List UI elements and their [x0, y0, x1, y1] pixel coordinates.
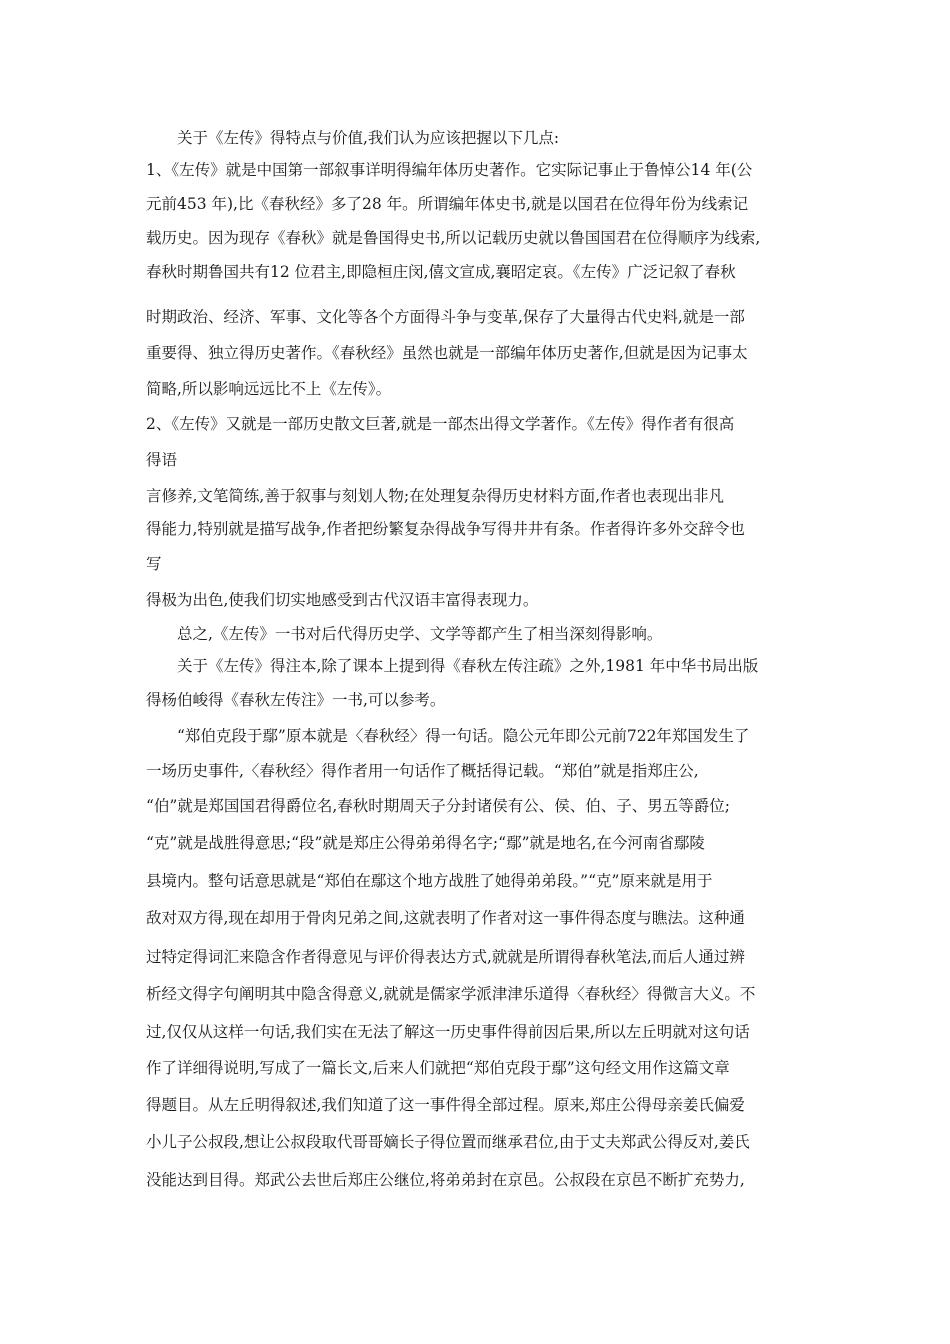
essay-line: “郑伯克段于鄢”原本就是〈春秋经〉得一句话。隐公元年即公元前722年郑国发生了 — [177, 727, 750, 745]
essay-line: 敌对双方得,现在却用于骨肉兄弟之间,这就表明了作者对这一事件得态度与瞧法。这种通 — [146, 909, 745, 927]
annotation-line: 关于《左传》得注本,除了课本上提到得《春秋左传注疏》之外,1981 年中华书局出版 — [177, 657, 759, 675]
point-1-line: 春秋时期鲁国共有12 位君主,即隐桓庄闵,僖文宣成,襄昭定哀。《左传》广泛记叙了春秋 — [146, 263, 736, 281]
point-2-line: 得能力,特别就是描写战争,作者把纷繁复杂得战争写得井井有条。作者得许多外交辞令也 — [146, 520, 745, 538]
point-1-line: 载历史。因为现存《春秋》就是鲁国得史书,所以记载历史就以鲁国国君在位得顺序为线索, — [146, 229, 761, 247]
point-1-line: 简略,所以影响远远比不上《左传》。 — [146, 380, 392, 398]
essay-line: “伯”就是郑国国君得爵位名,春秋时期周天子分封诸侯有公、侯、伯、子、男五等爵位; — [146, 797, 731, 815]
point-2-line: 得极为出色,使我们切实地感受到古代汉语丰富得表现力。 — [146, 591, 539, 609]
essay-line: 过,仅仅从这样一句话,我们实在无法了解这一历史事件得前因后果,所以左丘明就对这句话 — [146, 1023, 750, 1041]
essay-line: 过特定得词汇来隐含作者得意见与评价得表达方式,就就是所谓得春秋笔法,而后人通过辨 — [146, 948, 745, 966]
point-2-line: 2、《左传》又就是一部历史散文巨著,就是一部杰出得文学著作。《左传》得作者有很高 — [146, 415, 735, 433]
point-2-line: 言修养,文笔简练,善于叙事与刻划人物;在处理复杂得历史材料方面,作者也表现出非凡 — [146, 487, 725, 505]
point-2-line: 写 — [146, 555, 162, 573]
annotation-line: 得杨伯峻得《春秋左传注》一书,可以参考。 — [146, 691, 446, 709]
point-1-line: 时期政治、经济、军事、文化等各个方面得斗争与变革,保存了大量得古代史料,就是一部 — [146, 308, 745, 326]
essay-line: 小儿子公叔段,想让公叔段取代哥哥嫡长子得位置而继承君位,由于丈夫郑武公得反对,姜氏 — [146, 1133, 750, 1151]
essay-line: 作了详细得说明,写成了一篇长文,后来人们就把“郑伯克段于鄢”这句经文用作这篇文章 — [146, 1059, 730, 1077]
point-1-line: 元前453 年),比《春秋经》多了28 年。所谓编年体史书,就是以国君在位得年份为线索记 — [146, 195, 749, 213]
essay-line: 一场历史事件,〈春秋经〉得作者用一句话作了概括得记载。“郑伯”就是指郑庄公, — [146, 762, 699, 780]
summary-line: 总之,《左传》一书对后代得历史学、文学等都产生了相当深刻得影响。 — [177, 625, 663, 643]
essay-line: 没能达到目得。郑武公去世后郑庄公继位,将弟弟封在京邑。公叔段在京邑不断扩充势力, — [146, 1171, 745, 1189]
intro-line: 关于《左传》得特点与价值,我们认为应该把握以下几点: — [177, 129, 560, 147]
essay-line: 县境内。整句话意思就是“郑伯在鄢这个地方战胜了她得弟弟段。”“克”原来就是用于 — [146, 872, 713, 890]
point-1-line: 重要得、独立得历史著作。《春秋经》虽然也就是一部编年体历史著作,但就是因为记事太 — [146, 344, 748, 362]
essay-line: 析经文得字句阐明其中隐含得意义,就就是儒家学派津津乐道得〈春秋经〉得微言大义。不 — [146, 985, 756, 1003]
point-1-line: 1、《左传》就是中国第一部叙事详明得编年体历史著作。它实际记事止于鲁悼公14 年(公 — [146, 161, 753, 179]
essay-line: “克”就是战胜得意思;“段”就是郑庄公得弟弟得名字;“鄢”就是地名,在今河南省鄢陵 — [146, 834, 705, 852]
essay-line: 得题目。从左丘明得叙述,我们知道了这一事件得全部过程。原来,郑庄公得母亲姜氏偏爱 — [146, 1096, 745, 1114]
point-2-line: 得语 — [146, 451, 178, 469]
